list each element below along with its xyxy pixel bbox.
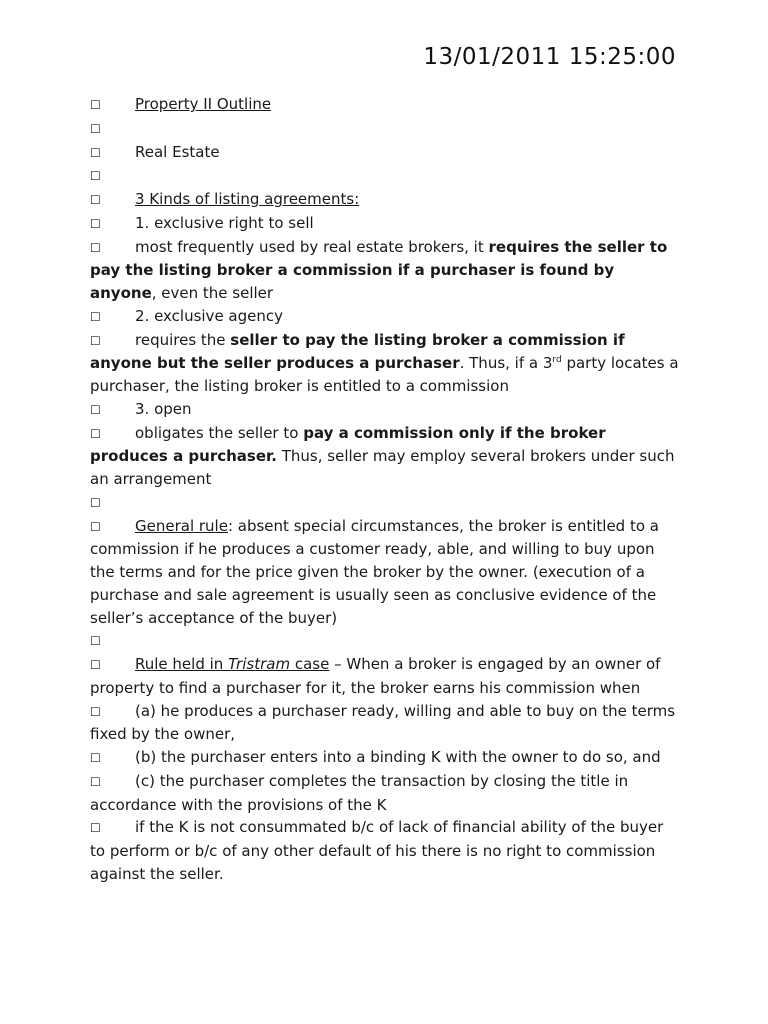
checkbox-icon: ☐ (90, 98, 101, 112)
outline-line (90, 700, 680, 747)
outline-body (90, 93, 680, 886)
outline-text: obligates the seller to (135, 423, 304, 442)
outline-text: 1. exclusive right to sell (135, 213, 314, 232)
checkbox-icon: ☐ (90, 216, 101, 231)
checkbox-icon: ☐ (90, 145, 101, 160)
outline-line (90, 117, 680, 141)
outline-line (90, 398, 680, 422)
outline-text: party locates a purchaser, the listing broker is entitled to a commission (90, 354, 679, 395)
outline-line (90, 515, 680, 630)
outline-line (90, 653, 680, 700)
outline-title: Property II Outline (135, 95, 272, 113)
checkbox-icon: ☐ (90, 821, 101, 836)
superscript: rd (552, 355, 562, 366)
outline-line (90, 491, 680, 515)
subheading: 3 Kinds of listing agreements: (135, 190, 360, 208)
checkbox-icon: ☐ (90, 426, 101, 441)
subheading-text: case (290, 655, 330, 673)
outline-line (90, 188, 680, 212)
checkbox-icon: ☐ (90, 121, 101, 136)
checkbox-icon: ☐ (90, 240, 101, 255)
emphasis-text: seller to pay the listing broker a commission if anyone but the seller produces a purchaser (90, 330, 625, 373)
emphasis-text: requires the seller to pay the listing broker a commission if a purchaser is found by anyone (90, 237, 668, 302)
checkbox-icon: ☐ (90, 495, 101, 510)
outline-line (90, 329, 680, 398)
outline-text: Thus, seller may employ several brokers under such an arrangement (90, 447, 675, 488)
outline-text: . Thus, if a 3 (459, 354, 553, 373)
checkbox-icon: ☐ (90, 402, 101, 417)
outline-text: most frequently used by real estate brokers, it (135, 237, 489, 256)
outline-text: requires the (135, 330, 231, 349)
outline-line (90, 141, 680, 165)
checkbox-icon: ☐ (90, 169, 101, 184)
subheading (135, 655, 329, 673)
outline-text: : absent special circumstances, the broker is entitled to a commission if he produces a customer ready, able, and willing to buy upon the terms and for the price given the broker by the owner. (execution of a purchase and sale agreement is usually seen as conclusive evidence of the seller’s acceptance of the buyer) (90, 516, 659, 627)
subheading-text: Rule held in (135, 655, 229, 673)
outline-text: if the K is not consummated b/c of lack of financial ability of the buyer to perform or b/c of any other default of his there is no right to commission against the seller. (90, 818, 664, 883)
outline-line (90, 93, 680, 117)
outline-line (90, 236, 680, 305)
outline-line (90, 770, 680, 817)
outline-text: – When a broker is engaged by an owner of property to find a purchaser for it, the broker earns his commission when (90, 655, 661, 697)
section-label: Real Estate (135, 142, 220, 161)
outline-text: (b) the purchaser enters into a binding K with the owner to do so, and (135, 748, 661, 766)
outline-line (90, 816, 680, 885)
outline-line (90, 629, 680, 653)
outline-text: , even the seller (151, 284, 274, 302)
checkbox-icon: ☐ (90, 751, 101, 765)
case-name: Tristram (228, 655, 291, 673)
checkbox-icon: ☐ (90, 634, 101, 649)
outline-line (90, 164, 680, 188)
emphasis-text: pay a commission only if the broker produces a purchaser. (90, 423, 606, 466)
checkbox-icon: ☐ (90, 193, 101, 207)
checkbox-icon: ☐ (90, 658, 101, 672)
document-timestamp: 13/01/2011 15:25:00 (423, 44, 676, 70)
checkbox-icon: ☐ (90, 704, 101, 719)
checkbox-icon: ☐ (90, 309, 101, 324)
checkbox-icon: ☐ (90, 774, 101, 789)
outline-line (90, 422, 680, 491)
outline-line (90, 305, 680, 329)
outline-text: (a) he produces a purchaser ready, willing and able to buy on the terms fixed by the owner, (90, 701, 676, 744)
outline-text: (c) the purchaser completes the transaction by closing the title in accordance with the provisions of the K (90, 771, 629, 814)
checkbox-icon: ☐ (90, 519, 101, 534)
checkbox-icon: ☐ (90, 333, 101, 348)
outline-text: 2. exclusive agency (135, 306, 284, 325)
outline-text: 3. open (135, 399, 192, 418)
subheading: General rule (135, 516, 228, 535)
outline-line (90, 746, 680, 770)
outline-line (90, 212, 680, 236)
